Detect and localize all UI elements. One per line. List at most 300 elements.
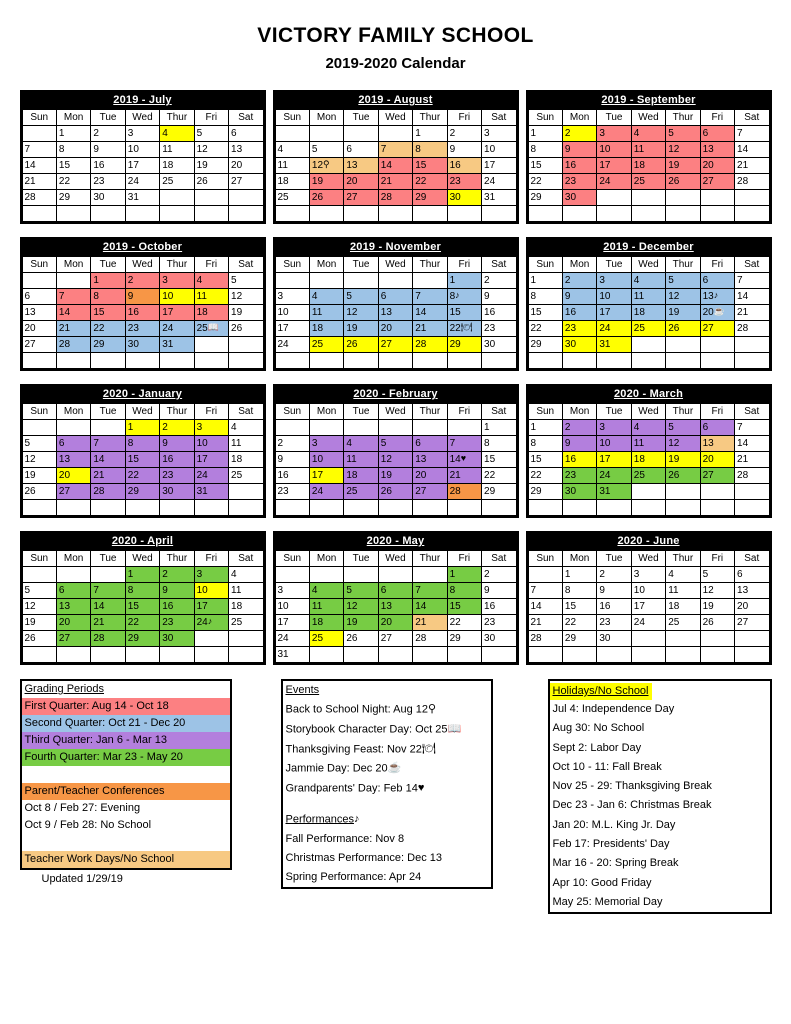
month-card xyxy=(526,237,772,371)
month-title: 2020 - February xyxy=(275,386,517,403)
day-cell xyxy=(413,289,447,305)
day-number: 25 xyxy=(633,469,645,481)
day-cell xyxy=(309,583,343,599)
day-number: 6 xyxy=(702,421,709,433)
day-cell xyxy=(56,599,90,615)
day-cell xyxy=(275,321,309,337)
day-cell xyxy=(562,420,596,436)
weekday-header-row xyxy=(22,551,263,567)
day-number: 1 xyxy=(449,274,456,286)
day-cell xyxy=(666,567,700,583)
weekday-header: Sat xyxy=(229,404,263,420)
day-number: 25 xyxy=(277,191,289,203)
legend-holiday-item: Jan 20: M.L. King Jr. Day xyxy=(552,818,676,831)
day-cell xyxy=(482,484,516,500)
day-number: 21 xyxy=(93,616,105,628)
day-cell xyxy=(700,273,734,289)
legend-performance-item: Fall Performance: Nov 8 xyxy=(285,832,405,845)
day-number: 6 xyxy=(702,274,709,286)
day-number: 14 xyxy=(58,306,71,318)
day-number: 16 xyxy=(484,600,496,612)
day-number: 18 xyxy=(277,175,289,187)
empty-cell xyxy=(22,126,56,142)
empty-cell xyxy=(344,353,378,369)
day-number: 23 xyxy=(599,616,611,628)
month-title: 2020 - March xyxy=(528,386,770,403)
legend-grading-item: Oct 9 / Feb 28: No School xyxy=(24,819,152,831)
day-number: 4 xyxy=(633,274,640,286)
day-number: 14 xyxy=(737,143,749,155)
book-icon: 📖 xyxy=(207,322,219,333)
day-cell xyxy=(700,583,734,599)
day-number: 21 xyxy=(93,469,105,481)
day-cell xyxy=(56,174,90,190)
day-cell xyxy=(631,599,665,615)
day-number: 17 xyxy=(599,159,611,171)
day-cell xyxy=(666,599,700,615)
month-table xyxy=(528,403,770,516)
day-cell xyxy=(344,321,378,337)
day-cell xyxy=(91,273,125,289)
empty-cell xyxy=(194,500,228,516)
month-table xyxy=(22,550,264,663)
day-number: 7 xyxy=(737,421,743,433)
day-cell xyxy=(597,289,631,305)
day-number: 27 xyxy=(346,191,358,203)
empty-cell xyxy=(344,567,378,583)
weekday-header: Thur xyxy=(413,257,447,273)
weekday-header: Sat xyxy=(229,110,263,126)
weekday-header: Sun xyxy=(22,404,56,420)
day-cell xyxy=(125,631,159,647)
day-cell xyxy=(447,273,481,289)
weekday-header: Sun xyxy=(528,257,562,273)
day-number: 29 xyxy=(484,485,496,497)
day-number: 11 xyxy=(277,159,288,171)
weekday-header-row xyxy=(275,404,516,420)
day-number: 10 xyxy=(162,290,174,302)
day-cell xyxy=(447,305,481,321)
weekday-header: Sat xyxy=(482,551,516,567)
week-row xyxy=(22,583,263,599)
day-cell xyxy=(482,420,516,436)
day-cell xyxy=(344,289,378,305)
empty-cell xyxy=(528,206,562,222)
day-cell xyxy=(22,583,56,599)
day-number: 23 xyxy=(449,175,461,187)
day-cell xyxy=(229,583,263,599)
day-number: 31 xyxy=(277,648,289,660)
day-number: 21 xyxy=(737,453,749,465)
day-number: 7 xyxy=(737,127,743,139)
day-cell xyxy=(275,174,309,190)
day-number: 7 xyxy=(93,437,99,449)
weekday-header: Fri xyxy=(700,404,734,420)
day-cell xyxy=(309,305,343,321)
day-number: 14 xyxy=(24,159,36,171)
day-number: 14 xyxy=(93,600,105,612)
day-cell xyxy=(125,337,159,353)
day-cell xyxy=(275,289,309,305)
empty-cell xyxy=(56,420,90,436)
day-number: 13 xyxy=(737,584,749,596)
day-number: 30 xyxy=(162,485,174,497)
day-cell xyxy=(413,305,447,321)
day-number: 20 xyxy=(415,469,427,481)
day-number: 26 xyxy=(311,191,324,203)
day-cell xyxy=(160,142,194,158)
weekday-header: Thur xyxy=(666,404,700,420)
day-number: 12 xyxy=(668,143,680,155)
day-number: 27 xyxy=(24,338,36,350)
empty-cell xyxy=(91,647,125,663)
day-number: 25 xyxy=(633,175,645,187)
day-number: 1 xyxy=(530,274,537,286)
empty-cell xyxy=(413,647,447,663)
day-cell xyxy=(194,305,228,321)
week-row xyxy=(528,452,769,468)
magnifier-icon: ⚲ xyxy=(427,703,437,716)
empty-cell xyxy=(562,500,596,516)
day-cell xyxy=(275,190,309,206)
day-cell xyxy=(160,289,194,305)
day-number: 6 xyxy=(58,437,65,449)
day-number: 22 xyxy=(127,469,139,481)
weekday-header: Tue xyxy=(597,551,631,567)
day-number: 16 xyxy=(564,159,577,171)
legend-holiday-item: Feb 17: Presidents' Day xyxy=(552,838,670,851)
day-number: 13 xyxy=(702,143,714,155)
weekday-header: Wed xyxy=(125,551,159,567)
day-cell xyxy=(309,142,343,158)
heart-icon: ♥ xyxy=(460,453,467,464)
week-row xyxy=(528,273,769,289)
day-number: 28 xyxy=(93,632,105,644)
day-number: 23 xyxy=(277,485,289,497)
weekday-header: Thur xyxy=(160,404,194,420)
empty-cell xyxy=(56,353,90,369)
week-row xyxy=(22,190,263,206)
day-cell xyxy=(562,567,596,583)
day-cell xyxy=(562,126,596,142)
day-cell xyxy=(56,615,90,631)
weekday-header: Sun xyxy=(528,404,562,420)
mug-icon: ☕ xyxy=(387,762,402,775)
week-row xyxy=(528,468,769,484)
empty-cell xyxy=(194,190,228,206)
empty-cell xyxy=(413,206,447,222)
month-card xyxy=(273,237,519,371)
day-cell xyxy=(700,436,734,452)
week-row xyxy=(528,337,769,353)
empty-cell xyxy=(229,190,263,206)
day-cell xyxy=(528,468,562,484)
week-row xyxy=(528,631,769,647)
day-number: 3 xyxy=(196,568,203,580)
empty-cell xyxy=(309,420,343,436)
day-number: 12 xyxy=(668,437,680,449)
legend-grading-item: Second Quarter: Oct 21 - Dec 20 xyxy=(22,715,230,732)
empty-cell xyxy=(344,647,378,663)
day-number: 19 xyxy=(668,453,680,465)
empty-cell xyxy=(275,353,309,369)
day-cell xyxy=(631,305,665,321)
day-number: 8 xyxy=(484,437,490,449)
day-number: 2 xyxy=(484,568,490,580)
weekday-header: Fri xyxy=(700,110,734,126)
day-number: 9 xyxy=(449,143,456,155)
empty-cell xyxy=(22,420,56,436)
day-number: 11 xyxy=(231,437,242,449)
day-number: 1 xyxy=(93,274,99,286)
day-cell xyxy=(413,158,447,174)
week-row xyxy=(275,321,516,337)
empty-cell xyxy=(160,190,194,206)
empty-cell xyxy=(229,353,263,369)
day-number: 18 xyxy=(346,469,358,481)
day-number: 4 xyxy=(346,437,352,449)
day-cell xyxy=(447,174,481,190)
day-number: 23 xyxy=(162,616,174,628)
day-number: 17 xyxy=(196,600,208,612)
day-number: 9 xyxy=(484,290,490,302)
day-number: 27 xyxy=(702,175,714,187)
day-cell xyxy=(562,615,596,631)
weekday-header: Thur xyxy=(413,110,447,126)
day-cell xyxy=(275,484,309,500)
day-cell xyxy=(631,436,665,452)
day-cell xyxy=(528,273,562,289)
week-row xyxy=(528,583,769,599)
day-number: 9 xyxy=(599,584,605,596)
day-cell xyxy=(482,321,516,337)
day-cell xyxy=(528,126,562,142)
day-cell xyxy=(22,631,56,647)
day-cell xyxy=(447,484,481,500)
day-cell xyxy=(528,321,562,337)
day-cell xyxy=(344,599,378,615)
weekday-header: Mon xyxy=(562,551,596,567)
day-cell xyxy=(562,452,596,468)
day-cell xyxy=(666,436,700,452)
week-row xyxy=(275,615,516,631)
empty-cell xyxy=(309,206,343,222)
day-cell xyxy=(125,289,159,305)
day-number: 16 xyxy=(564,453,577,465)
day-number: 23 xyxy=(127,322,139,334)
day-cell xyxy=(413,321,447,337)
weekday-header-row xyxy=(528,404,769,420)
day-number: 1 xyxy=(530,127,537,139)
day-number: 16 xyxy=(93,159,105,171)
week-row xyxy=(275,126,516,142)
day-cell xyxy=(56,289,90,305)
day-cell xyxy=(56,337,90,353)
month-card xyxy=(273,531,519,665)
day-number: 2 xyxy=(484,274,490,286)
day-cell xyxy=(735,158,769,174)
day-cell xyxy=(378,583,412,599)
weekday-header: Sat xyxy=(482,110,516,126)
day-number: 17 xyxy=(484,159,496,171)
day-number: 14 xyxy=(415,600,427,612)
month-title: 2019 - September xyxy=(528,92,770,109)
day-cell xyxy=(482,452,516,468)
day-cell xyxy=(447,599,481,615)
day-cell xyxy=(666,305,700,321)
day-cell xyxy=(447,289,481,305)
day-cell xyxy=(666,126,700,142)
weekday-header-row xyxy=(22,110,263,126)
day-cell xyxy=(666,420,700,436)
weekday-header: Mon xyxy=(309,551,343,567)
day-number: 19 xyxy=(311,175,324,187)
legend-grading-item: Third Quarter: Jan 6 - Mar 13 xyxy=(22,732,230,749)
day-cell xyxy=(597,599,631,615)
day-cell xyxy=(666,452,700,468)
empty-cell xyxy=(378,126,412,142)
day-cell xyxy=(562,174,596,190)
empty-cell xyxy=(229,206,263,222)
empty-cell xyxy=(275,126,309,142)
day-number: 15 xyxy=(58,159,71,171)
empty-cell xyxy=(528,647,562,663)
day-number: 4 xyxy=(231,421,237,433)
day-cell xyxy=(631,126,665,142)
week-row xyxy=(528,158,769,174)
day-cell xyxy=(447,615,481,631)
day-cell xyxy=(482,142,516,158)
empty-cell xyxy=(56,500,90,516)
day-cell xyxy=(275,631,309,647)
weekday-header: Mon xyxy=(562,257,596,273)
day-cell xyxy=(56,436,90,452)
day-cell xyxy=(91,337,125,353)
month-table xyxy=(275,550,517,663)
day-cell xyxy=(735,321,769,337)
weekday-header: Wed xyxy=(378,551,412,567)
day-number: 18 xyxy=(633,159,645,171)
day-cell xyxy=(562,321,596,337)
day-cell xyxy=(378,599,412,615)
day-cell xyxy=(700,142,734,158)
day-cell xyxy=(275,436,309,452)
day-number: 6 xyxy=(58,584,65,596)
day-number: 24 xyxy=(162,322,174,334)
day-cell xyxy=(447,142,481,158)
day-number: 25 xyxy=(633,322,645,334)
day-cell xyxy=(447,631,481,647)
month-card xyxy=(273,384,519,518)
day-number: 6 xyxy=(346,143,352,155)
day-cell xyxy=(528,436,562,452)
day-cell xyxy=(735,174,769,190)
weekday-header: Sun xyxy=(528,551,562,567)
day-number: 3 xyxy=(484,127,490,139)
day-number: 13 xyxy=(346,159,358,171)
day-cell xyxy=(597,583,631,599)
day-number: 20 xyxy=(737,600,749,612)
day-cell xyxy=(229,436,263,452)
day-cell xyxy=(597,305,631,321)
day-cell xyxy=(22,158,56,174)
day-cell xyxy=(447,567,481,583)
week-row xyxy=(22,273,263,289)
weekday-header: Mon xyxy=(56,404,90,420)
day-number: 4 xyxy=(196,274,203,286)
day-cell xyxy=(194,321,228,337)
week-row xyxy=(528,305,769,321)
day-cell xyxy=(56,321,90,337)
day-number: 23 xyxy=(564,322,577,334)
weekday-header: Sat xyxy=(735,110,769,126)
day-cell xyxy=(22,484,56,500)
empty-cell xyxy=(194,631,228,647)
day-number: 6 xyxy=(415,437,421,449)
day-number: 5 xyxy=(311,143,318,155)
day-number: 24 xyxy=(196,469,208,481)
day-number: 5 xyxy=(668,127,674,139)
month-title: 2020 - April xyxy=(22,533,264,550)
day-number: 23 xyxy=(484,616,496,628)
week-row xyxy=(22,468,263,484)
day-cell xyxy=(413,631,447,647)
legend-holiday-item: Nov 25 - 29: Thanksgiving Break xyxy=(552,780,712,793)
weekday-header: Fri xyxy=(447,257,481,273)
day-number: 18 xyxy=(231,453,243,465)
day-cell xyxy=(229,599,263,615)
day-cell xyxy=(700,452,734,468)
day-number: 12 xyxy=(231,290,243,302)
day-number: 28 xyxy=(415,338,427,350)
day-number: 20 xyxy=(702,453,714,465)
weekday-header: Sat xyxy=(482,404,516,420)
weekday-header: Thur xyxy=(666,257,700,273)
day-number: 10 xyxy=(633,584,645,596)
day-number: 23 xyxy=(162,469,174,481)
day-number: 10 xyxy=(599,143,611,155)
day-number: 22 xyxy=(449,616,461,628)
day-cell xyxy=(160,599,194,615)
day-number: 4 xyxy=(311,290,318,302)
day-number: 26 xyxy=(24,632,36,644)
day-cell xyxy=(229,289,263,305)
day-number: 11 xyxy=(668,584,679,596)
empty-cell xyxy=(447,500,481,516)
day-cell xyxy=(229,142,263,158)
month-card xyxy=(526,384,772,518)
day-cell xyxy=(344,158,378,174)
day-cell xyxy=(700,599,734,615)
day-number: 25 xyxy=(311,338,324,350)
day-number: 1 xyxy=(127,421,134,433)
empty-cell xyxy=(91,567,125,583)
empty-cell xyxy=(194,647,228,663)
day-cell xyxy=(562,583,596,599)
day-number: 26 xyxy=(702,616,714,628)
day-cell xyxy=(447,321,481,337)
day-cell xyxy=(378,158,412,174)
day-cell xyxy=(631,468,665,484)
day-number: 10 xyxy=(599,290,611,302)
day-cell xyxy=(528,337,562,353)
week-row xyxy=(275,289,516,305)
day-cell xyxy=(413,484,447,500)
day-cell xyxy=(666,289,700,305)
day-number: 19 xyxy=(24,616,36,628)
empty-cell xyxy=(597,647,631,663)
day-cell xyxy=(229,273,263,289)
